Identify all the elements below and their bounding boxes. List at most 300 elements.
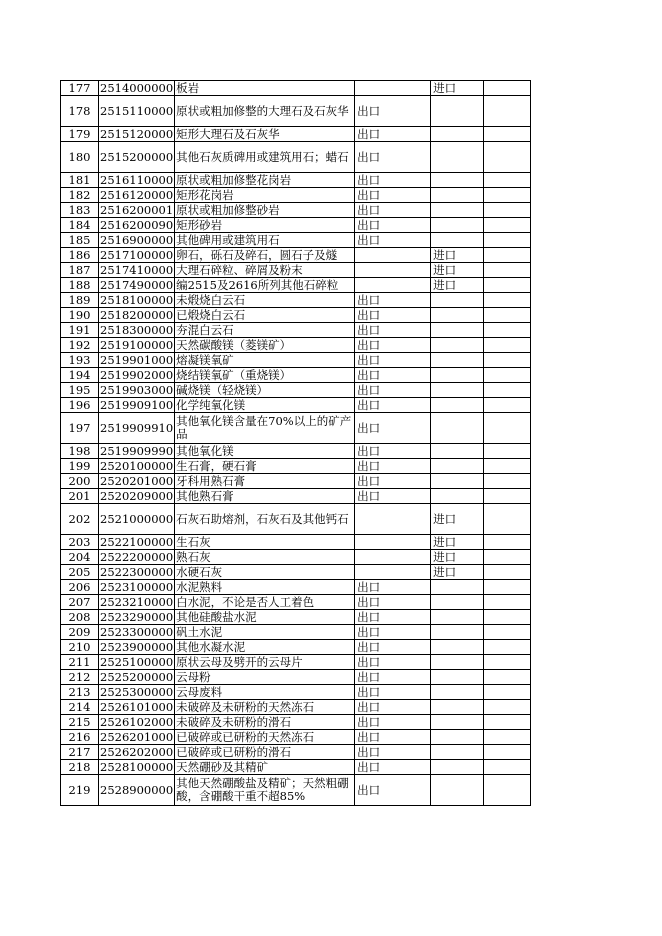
row-number-cell[interactable] xyxy=(61,263,99,278)
import-cell[interactable] xyxy=(431,278,484,293)
hs-code-cell[interactable] xyxy=(99,550,175,565)
row-number-cell[interactable] xyxy=(61,730,99,745)
import-cell[interactable] xyxy=(431,474,484,489)
hs-code-cell[interactable] xyxy=(99,233,175,248)
product-name-cell[interactable] xyxy=(175,489,355,504)
row-number-cell[interactable] xyxy=(61,338,99,353)
hs-code-cell[interactable] xyxy=(99,444,175,459)
product-name-cell[interactable] xyxy=(175,595,355,610)
empty-cell[interactable] xyxy=(484,610,531,625)
export-cell[interactable] xyxy=(355,142,431,173)
product-name-cell[interactable] xyxy=(175,459,355,474)
row-number-cell[interactable] xyxy=(61,655,99,670)
import-cell[interactable] xyxy=(431,248,484,263)
product-name-cell[interactable] xyxy=(175,640,355,655)
hs-code-cell[interactable] xyxy=(99,203,175,218)
hs-code-cell[interactable] xyxy=(99,655,175,670)
import-cell[interactable] xyxy=(431,142,484,173)
table-row xyxy=(61,368,531,383)
import-cell[interactable] xyxy=(431,730,484,745)
table-row xyxy=(61,413,531,444)
hs-code-cell[interactable] xyxy=(99,459,175,474)
empty-cell[interactable] xyxy=(484,565,531,580)
export-cell[interactable] xyxy=(355,655,431,670)
product-name-cell[interactable] xyxy=(175,308,355,323)
import-cell[interactable] xyxy=(431,504,484,535)
hs-code-cell[interactable] xyxy=(99,730,175,745)
import-cell[interactable] xyxy=(431,489,484,504)
hs-code-cell[interactable] xyxy=(99,248,175,263)
hs-code-cell[interactable] xyxy=(99,368,175,383)
hs-code-cell[interactable] xyxy=(99,610,175,625)
product-name-cell[interactable] xyxy=(175,760,355,775)
product-name-cell[interactable] xyxy=(175,444,355,459)
row-number-cell[interactable] xyxy=(61,504,99,535)
hs-code-cell[interactable] xyxy=(99,745,175,760)
product-name-cell[interactable] xyxy=(175,775,355,806)
row-number-cell[interactable] xyxy=(61,353,99,368)
import-cell[interactable] xyxy=(431,81,484,96)
export-cell[interactable] xyxy=(355,730,431,745)
export-cell[interactable] xyxy=(355,565,431,580)
product-name-cell[interactable] xyxy=(175,81,355,96)
empty-cell[interactable] xyxy=(484,353,531,368)
product-name-cell[interactable] xyxy=(175,655,355,670)
row-number-cell[interactable] xyxy=(61,96,99,127)
import-cell[interactable] xyxy=(431,610,484,625)
row-number-cell[interactable] xyxy=(61,595,99,610)
export-cell[interactable] xyxy=(355,233,431,248)
product-name-cell[interactable] xyxy=(175,368,355,383)
export-cell[interactable] xyxy=(355,670,431,685)
row-number-cell[interactable] xyxy=(61,550,99,565)
row-number-cell[interactable] xyxy=(61,640,99,655)
table-row xyxy=(61,535,531,550)
import-flag: 进口 xyxy=(433,549,457,564)
export-cell[interactable] xyxy=(355,595,431,610)
hs-code: 2515110000 xyxy=(100,103,174,118)
hs-code-cell[interactable] xyxy=(99,96,175,127)
empty-cell[interactable] xyxy=(484,248,531,263)
export-cell[interactable] xyxy=(355,263,431,278)
product-name-cell[interactable] xyxy=(175,565,355,580)
row-number-cell[interactable] xyxy=(61,715,99,730)
product-name-cell[interactable] xyxy=(175,353,355,368)
import-cell[interactable] xyxy=(431,700,484,715)
product-name: 其他氧化镁 xyxy=(176,443,234,458)
product-name-cell[interactable] xyxy=(175,278,355,293)
empty-cell[interactable] xyxy=(484,398,531,413)
table-row xyxy=(61,580,531,595)
row-number-cell[interactable] xyxy=(61,745,99,760)
empty-cell[interactable] xyxy=(484,474,531,489)
hs-code-cell[interactable] xyxy=(99,489,175,504)
import-cell[interactable] xyxy=(431,625,484,640)
export-cell[interactable] xyxy=(355,459,431,474)
row-number-cell[interactable] xyxy=(61,188,99,203)
product-name-cell[interactable] xyxy=(175,323,355,338)
product-name-cell[interactable] xyxy=(175,610,355,625)
row-number-cell[interactable] xyxy=(61,368,99,383)
empty-cell[interactable] xyxy=(484,504,531,535)
empty-cell[interactable] xyxy=(484,715,531,730)
import-cell[interactable] xyxy=(431,188,484,203)
table-row xyxy=(61,745,531,760)
row-number: 209 xyxy=(68,624,91,639)
product-name: 白水泥，不论是否人工着色 xyxy=(176,594,315,609)
hs-code-cell[interactable] xyxy=(99,308,175,323)
empty-cell[interactable] xyxy=(484,775,531,806)
import-cell[interactable] xyxy=(431,398,484,413)
export-cell[interactable] xyxy=(355,96,431,127)
import-cell[interactable] xyxy=(431,459,484,474)
product-name-cell[interactable] xyxy=(175,127,355,142)
import-cell[interactable] xyxy=(431,127,484,142)
import-cell[interactable] xyxy=(431,775,484,806)
product-name-cell[interactable] xyxy=(175,96,355,127)
product-name-cell[interactable] xyxy=(175,474,355,489)
empty-cell[interactable] xyxy=(484,383,531,398)
hs-code-cell[interactable] xyxy=(99,580,175,595)
import-cell[interactable] xyxy=(431,685,484,700)
import-cell[interactable] xyxy=(431,323,484,338)
row-number-cell[interactable] xyxy=(61,233,99,248)
empty-cell[interactable] xyxy=(484,625,531,640)
row-number-cell[interactable] xyxy=(61,398,99,413)
row-number-cell[interactable] xyxy=(61,248,99,263)
empty-cell[interactable] xyxy=(484,338,531,353)
product-name: 板岩 xyxy=(176,80,200,95)
product-name: 云母废料 xyxy=(176,684,223,699)
empty-cell[interactable] xyxy=(484,580,531,595)
empty-cell[interactable] xyxy=(484,278,531,293)
empty-cell[interactable] xyxy=(484,233,531,248)
hs-code-cell[interactable] xyxy=(99,293,175,308)
empty-cell[interactable] xyxy=(484,323,531,338)
export-cell[interactable] xyxy=(355,127,431,142)
import-cell[interactable] xyxy=(431,353,484,368)
row-number-cell[interactable] xyxy=(61,383,99,398)
export-cell[interactable] xyxy=(355,700,431,715)
export-cell[interactable] xyxy=(355,368,431,383)
empty-cell[interactable] xyxy=(484,81,531,96)
import-cell[interactable] xyxy=(431,444,484,459)
empty-cell[interactable] xyxy=(484,760,531,775)
export-cell[interactable] xyxy=(355,278,431,293)
row-number-cell[interactable] xyxy=(61,203,99,218)
product-name-cell[interactable] xyxy=(175,745,355,760)
product-name: 编2515及2616所列其他石碎粒 xyxy=(176,277,339,292)
hs-code-cell[interactable] xyxy=(99,700,175,715)
hs-code-cell[interactable] xyxy=(99,263,175,278)
hs-code-cell[interactable] xyxy=(99,685,175,700)
empty-cell[interactable] xyxy=(484,188,531,203)
product-name-cell[interactable] xyxy=(175,173,355,188)
import-cell[interactable] xyxy=(431,308,484,323)
export-cell[interactable] xyxy=(355,173,431,188)
product-name-cell[interactable] xyxy=(175,625,355,640)
row-number-cell[interactable] xyxy=(61,565,99,580)
hs-code-cell[interactable] xyxy=(99,625,175,640)
hs-code-cell[interactable] xyxy=(99,504,175,535)
row-number-cell[interactable] xyxy=(61,775,99,806)
row-number-cell[interactable] xyxy=(61,293,99,308)
product-name-cell[interactable] xyxy=(175,504,355,535)
export-cell[interactable] xyxy=(355,715,431,730)
hs-code-cell[interactable] xyxy=(99,715,175,730)
table-row xyxy=(61,323,531,338)
import-flag: 进口 xyxy=(433,80,457,95)
export-cell[interactable] xyxy=(355,745,431,760)
export-cell[interactable] xyxy=(355,218,431,233)
empty-cell[interactable] xyxy=(484,142,531,173)
import-cell[interactable] xyxy=(431,383,484,398)
import-cell[interactable] xyxy=(431,565,484,580)
export-cell[interactable] xyxy=(355,625,431,640)
product-name: 熔凝镁氧矿 xyxy=(176,352,234,367)
product-name-cell[interactable] xyxy=(175,293,355,308)
product-name-cell[interactable] xyxy=(175,142,355,173)
export-cell[interactable] xyxy=(355,489,431,504)
export-cell[interactable] xyxy=(355,248,431,263)
export-cell[interactable] xyxy=(355,535,431,550)
row-number-cell[interactable] xyxy=(61,685,99,700)
import-cell[interactable] xyxy=(431,745,484,760)
product-name-cell[interactable] xyxy=(175,398,355,413)
row-number-cell[interactable] xyxy=(61,580,99,595)
table-body xyxy=(61,81,531,806)
empty-cell[interactable] xyxy=(484,293,531,308)
import-cell[interactable] xyxy=(431,550,484,565)
row-number-cell[interactable] xyxy=(61,760,99,775)
import-cell[interactable] xyxy=(431,655,484,670)
row-number: 196 xyxy=(68,397,91,412)
product-name-cell[interactable] xyxy=(175,580,355,595)
hs-code-cell[interactable] xyxy=(99,760,175,775)
empty-cell[interactable] xyxy=(484,535,531,550)
import-cell[interactable] xyxy=(431,535,484,550)
empty-cell[interactable] xyxy=(484,308,531,323)
empty-cell[interactable] xyxy=(484,685,531,700)
export-cell[interactable] xyxy=(355,203,431,218)
hs-code-cell[interactable] xyxy=(99,173,175,188)
table-row xyxy=(61,308,531,323)
import-cell[interactable] xyxy=(431,640,484,655)
import-cell[interactable] xyxy=(431,293,484,308)
product-name-cell[interactable] xyxy=(175,685,355,700)
import-cell[interactable] xyxy=(431,580,484,595)
row-number-cell[interactable] xyxy=(61,489,99,504)
hs-code: 2518300000 xyxy=(100,322,174,337)
empty-cell[interactable] xyxy=(484,745,531,760)
hs-code: 2519909910 xyxy=(100,420,174,435)
product-name-cell[interactable] xyxy=(175,670,355,685)
row-number-cell[interactable] xyxy=(61,323,99,338)
export-flag: 出口 xyxy=(357,202,381,217)
empty-cell[interactable] xyxy=(484,700,531,715)
product-name-cell[interactable] xyxy=(175,715,355,730)
export-cell[interactable] xyxy=(355,610,431,625)
row-number-cell[interactable] xyxy=(61,459,99,474)
export-cell[interactable] xyxy=(355,353,431,368)
empty-cell[interactable] xyxy=(484,203,531,218)
row-number-cell[interactable] xyxy=(61,535,99,550)
table-row xyxy=(61,278,531,293)
table-row xyxy=(61,625,531,640)
import-cell[interactable] xyxy=(431,233,484,248)
import-cell[interactable] xyxy=(431,203,484,218)
hs-code-cell[interactable] xyxy=(99,353,175,368)
export-cell[interactable] xyxy=(355,293,431,308)
row-number-cell[interactable] xyxy=(61,278,99,293)
hs-code-cell[interactable] xyxy=(99,323,175,338)
hs-code-cell[interactable] xyxy=(99,595,175,610)
empty-cell[interactable] xyxy=(484,640,531,655)
empty-cell[interactable] xyxy=(484,368,531,383)
table-row xyxy=(61,459,531,474)
import-cell[interactable] xyxy=(431,715,484,730)
row-number-cell[interactable] xyxy=(61,610,99,625)
empty-cell[interactable] xyxy=(484,173,531,188)
export-cell[interactable] xyxy=(355,640,431,655)
import-cell[interactable] xyxy=(431,96,484,127)
hs-code-cell[interactable] xyxy=(99,188,175,203)
row-number-cell[interactable] xyxy=(61,413,99,444)
row-number-cell[interactable] xyxy=(61,625,99,640)
import-cell[interactable] xyxy=(431,368,484,383)
export-cell[interactable] xyxy=(355,323,431,338)
row-number-cell[interactable] xyxy=(61,218,99,233)
table-row xyxy=(61,383,531,398)
hs-code-cell[interactable] xyxy=(99,565,175,580)
product-name: 碱烧镁（轻烧镁） xyxy=(176,382,269,397)
export-flag: 出口 xyxy=(357,759,381,774)
export-cell[interactable] xyxy=(355,338,431,353)
table-row xyxy=(61,685,531,700)
import-flag: 进口 xyxy=(433,277,457,292)
row-number: 202 xyxy=(68,511,91,526)
export-cell[interactable] xyxy=(355,685,431,700)
empty-cell[interactable] xyxy=(484,730,531,745)
row-number-cell[interactable] xyxy=(61,173,99,188)
import-cell[interactable] xyxy=(431,173,484,188)
product-name-cell[interactable] xyxy=(175,730,355,745)
import-cell[interactable] xyxy=(431,595,484,610)
import-flag: 进口 xyxy=(433,534,457,549)
empty-cell[interactable] xyxy=(484,655,531,670)
export-flag: 出口 xyxy=(357,382,381,397)
product-name-cell[interactable] xyxy=(175,203,355,218)
row-number-cell[interactable] xyxy=(61,670,99,685)
row-number-cell[interactable] xyxy=(61,700,99,715)
empty-cell[interactable] xyxy=(484,489,531,504)
product-name-cell[interactable] xyxy=(175,188,355,203)
import-cell[interactable] xyxy=(431,218,484,233)
empty-cell[interactable] xyxy=(484,96,531,127)
hs-code-cell[interactable] xyxy=(99,535,175,550)
import-cell[interactable] xyxy=(431,413,484,444)
export-cell[interactable] xyxy=(355,383,431,398)
export-cell[interactable] xyxy=(355,474,431,489)
product-name: 其他天然硼酸盐及精矿；天然粗硼酸，含硼酸干重不超85% xyxy=(176,776,349,803)
export-cell[interactable] xyxy=(355,398,431,413)
import-cell[interactable] xyxy=(431,263,484,278)
product-name-cell[interactable] xyxy=(175,550,355,565)
row-number-cell[interactable] xyxy=(61,127,99,142)
import-cell[interactable] xyxy=(431,760,484,775)
row-number-cell[interactable] xyxy=(61,444,99,459)
export-cell[interactable] xyxy=(355,580,431,595)
export-cell[interactable] xyxy=(355,81,431,96)
hs-code-cell[interactable] xyxy=(99,775,175,806)
row-number-cell[interactable] xyxy=(61,474,99,489)
row-number-cell[interactable] xyxy=(61,308,99,323)
export-cell[interactable] xyxy=(355,413,431,444)
product-name-cell[interactable] xyxy=(175,413,355,444)
hs-code-cell[interactable] xyxy=(99,398,175,413)
hs-code-cell[interactable] xyxy=(99,142,175,173)
import-cell[interactable] xyxy=(431,670,484,685)
export-flag: 出口 xyxy=(357,103,381,118)
hs-code-cell[interactable] xyxy=(99,640,175,655)
hs-code-cell[interactable] xyxy=(99,127,175,142)
empty-cell[interactable] xyxy=(484,595,531,610)
empty-cell[interactable] xyxy=(484,459,531,474)
empty-cell[interactable] xyxy=(484,413,531,444)
hs-code: 2519909990 xyxy=(100,443,174,458)
export-cell[interactable] xyxy=(355,760,431,775)
hs-code-cell[interactable] xyxy=(99,670,175,685)
table-row xyxy=(61,670,531,685)
hs-code-cell[interactable] xyxy=(99,218,175,233)
export-cell[interactable] xyxy=(355,308,431,323)
export-cell[interactable] xyxy=(355,550,431,565)
empty-cell[interactable] xyxy=(484,670,531,685)
hs-code: 2516110000 xyxy=(100,172,174,187)
table-row xyxy=(61,293,531,308)
hs-code-cell[interactable] xyxy=(99,474,175,489)
import-cell[interactable] xyxy=(431,338,484,353)
row-number: 182 xyxy=(68,187,91,202)
product-name-cell[interactable] xyxy=(175,338,355,353)
hs-code-cell[interactable] xyxy=(99,81,175,96)
empty-cell[interactable] xyxy=(484,444,531,459)
hs-code: 2516120000 xyxy=(100,187,174,202)
empty-cell[interactable] xyxy=(484,263,531,278)
empty-cell[interactable] xyxy=(484,550,531,565)
export-cell[interactable] xyxy=(355,188,431,203)
hs-code-cell[interactable] xyxy=(99,338,175,353)
hs-code-cell[interactable] xyxy=(99,383,175,398)
product-name-cell[interactable] xyxy=(175,383,355,398)
product-name-cell[interactable] xyxy=(175,535,355,550)
row-number-cell[interactable] xyxy=(61,142,99,173)
empty-cell[interactable] xyxy=(484,218,531,233)
product-name-cell[interactable] xyxy=(175,263,355,278)
export-cell[interactable] xyxy=(355,775,431,806)
product-name-cell[interactable] xyxy=(175,700,355,715)
table-row xyxy=(61,248,531,263)
hs-code-cell[interactable] xyxy=(99,278,175,293)
row-number-cell[interactable] xyxy=(61,81,99,96)
export-cell[interactable] xyxy=(355,444,431,459)
product-name-cell[interactable] xyxy=(175,233,355,248)
empty-cell[interactable] xyxy=(484,127,531,142)
export-cell[interactable] xyxy=(355,504,431,535)
hs-code-cell[interactable] xyxy=(99,413,175,444)
product-name-cell[interactable] xyxy=(175,218,355,233)
product-name-cell[interactable] xyxy=(175,248,355,263)
